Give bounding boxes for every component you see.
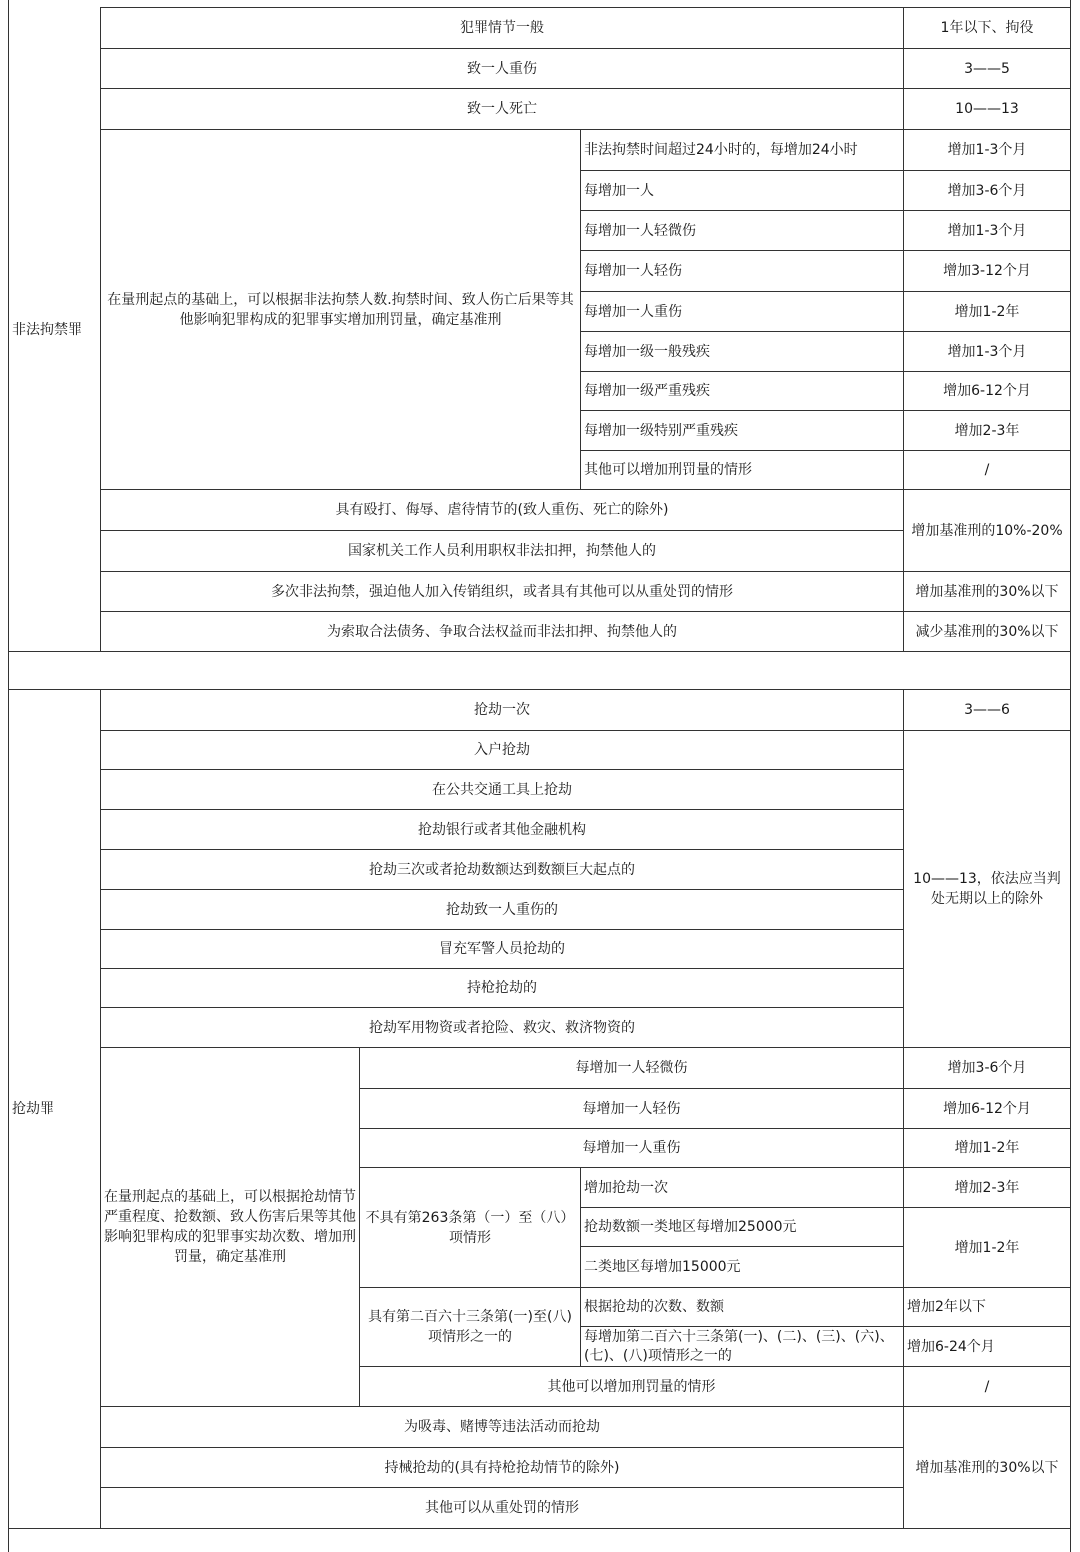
increment-rule-cell: 在量刑起点的基础上，可以根据非法拘禁人数.拘禁时间、致人伤亡后果等其他影响犯罪构成的犯罪事实增加刑罚量，确定基准刑 [107,291,574,328]
adjust-cell: 增加1-3个月 [947,142,1027,158]
increment-condition-cell: 每增加一人重伤 [584,303,682,320]
crime-name-cell: 抢劫罪 [12,1101,54,1117]
sentence-cell: 3——6 [964,702,1010,718]
adjust-cell: 增加6-12个月 [943,383,1031,399]
increment-condition-cell: 每增加一人轻伤 [582,1100,681,1117]
adjust-cell: 增加1-2年 [954,1140,1020,1156]
aggravated-condition-cell: 抢劫军用物资或者抢险、救灾、救济物资的 [369,1019,635,1036]
adjust-cell: 增加6-24个月 [907,1338,995,1355]
condition-cell: 致一人死亡 [467,101,537,117]
increment-condition-cell: 每增加一级一般残疾 [584,343,710,360]
adjust-cell: 增加2-3年 [954,1179,1020,1196]
aggravated-condition-cell: 在公共交通工具上抢劫 [432,781,572,798]
adjust-cell: 增加1-3个月 [947,343,1027,360]
sentence-cell: 3——5 [964,60,1010,77]
adjust-cell: 增加基准刑的10%-20% [911,522,1063,539]
increment-condition-cell: 每增加一级严重残疾 [584,383,710,399]
aggravated-condition-cell: 持枪抢劫的 [467,980,537,996]
increment-condition-cell: 每增加第二百六十三条第(一)、(二)、(三)、(六)、(七)、(八)项情形之一的 [584,1329,894,1364]
increment-condition-cell: 根据抢劫的次数、数额 [584,1299,724,1315]
sentence-cell: 10——13 [955,101,1019,117]
group-label-cell: 具有第二百六十三条第(一)至(八)项情形之一的 [368,1309,572,1345]
condition-cell: 犯罪情节一般 [460,20,544,36]
increment-condition-cell: 二类地区每增加15000元 [584,1259,741,1275]
grid-line [8,651,1071,652]
adjust-cell: 增加6-12个月 [943,1100,1031,1117]
circumstance-cell: 为吸毒、赌博等违法活动而抢劫 [404,1419,600,1435]
circumstance-cell: 多次非法拘禁，强迫他人加入传销组织，或者具有其他可以从重处罚的情形 [271,583,733,600]
increment-rule-cell: 在量刑起点的基础上，可以根据抢劫情节严重程度、抢数额、致人伤害后果等其他影响犯罪构成的犯罪事实劫次数、增加刑罚量，确定基准刑 [104,1189,356,1265]
adjust-cell: / [984,1378,990,1395]
increment-condition-cell: 每增加一级特别严重残疾 [584,422,738,439]
increment-condition-cell: 其他可以增加刑罚量的情形 [584,462,752,478]
adjust-cell: 增加2年以下 [907,1299,986,1315]
aggravated-condition-cell: 抢劫致一人重伤的 [446,901,558,918]
aggravated-condition-cell: 抢劫银行或者其他金融机构 [418,821,586,838]
adjust-cell: 增加2-3年 [954,422,1020,439]
adjust-cell: 增加3-12个月 [943,263,1031,279]
adjust-cell: 增加3-6个月 [947,182,1027,199]
aggravated-condition-cell: 抢劫三次或者抢劫数额达到数额巨大起点的 [369,861,635,878]
condition-cell: 致一人重伤 [467,60,537,77]
aggravated-condition-cell: 入户抢劫 [474,742,530,758]
adjust-cell: / [984,462,990,478]
increment-condition-cell: 每增加一人重伤 [582,1140,681,1156]
adjust-cell: 增加基准刑的30%以下 [915,583,1059,600]
circumstance-cell: 其他可以从重处罚的情形 [425,1500,579,1516]
circumstance-cell: 为索取合法债务、争取合法权益而非法扣押、拘禁他人的 [327,623,677,640]
sentence-cell: 1年以下、拘役 [940,20,1034,36]
circumstance-cell: 国家机关工作人员利用职权非法扣押，拘禁他人的 [348,543,656,559]
increment-condition-cell: 每增加一人轻伤 [584,263,682,279]
adjust-cell: 增加3-6个月 [947,1060,1027,1076]
adjust-cell: 增加基准刑的30%以下 [915,1459,1059,1476]
adjust-cell: 增加1-2年 [954,1239,1020,1256]
grid-line [8,1528,1071,1529]
increment-condition-cell: 非法拘禁时间超过24小时的，每增加24小时 [584,142,858,158]
increment-condition-cell: 其他可以增加刑罚量的情形 [547,1378,716,1395]
grid-line [1070,0,1071,1552]
increment-condition-cell: 抢劫数额一类地区每增加25000元 [584,1219,797,1235]
increment-condition-cell: 每增加一人轻微伤 [584,222,696,239]
group-label-cell: 不具有第263条第（一）至（八）项情形 [365,1209,575,1246]
increment-condition-cell: 每增加一人 [584,182,654,199]
circumstance-cell: 持械抢劫的(具有持枪抢劫情节的除外) [384,1459,620,1476]
adjust-cell: 增加1-3个月 [947,222,1027,239]
sentence-cell: 10——13，依法应当判处无期以上的除外 [913,871,1061,907]
crime-name-cell: 非法拘禁罪 [12,321,82,338]
adjust-cell: 增加1-2年 [954,303,1020,320]
adjust-cell: 减少基准刑的30%以下 [915,623,1059,640]
increment-condition-cell: 每增加一人轻微伤 [575,1060,688,1076]
increment-condition-cell: 增加抢劫一次 [584,1179,668,1196]
aggravated-condition-cell: 冒充军警人员抢劫的 [439,941,565,957]
condition-cell: 抢劫一次 [474,702,530,718]
circumstance-cell: 具有殴打、侮辱、虐待情节的(致人重伤、死亡的除外) [335,502,669,518]
